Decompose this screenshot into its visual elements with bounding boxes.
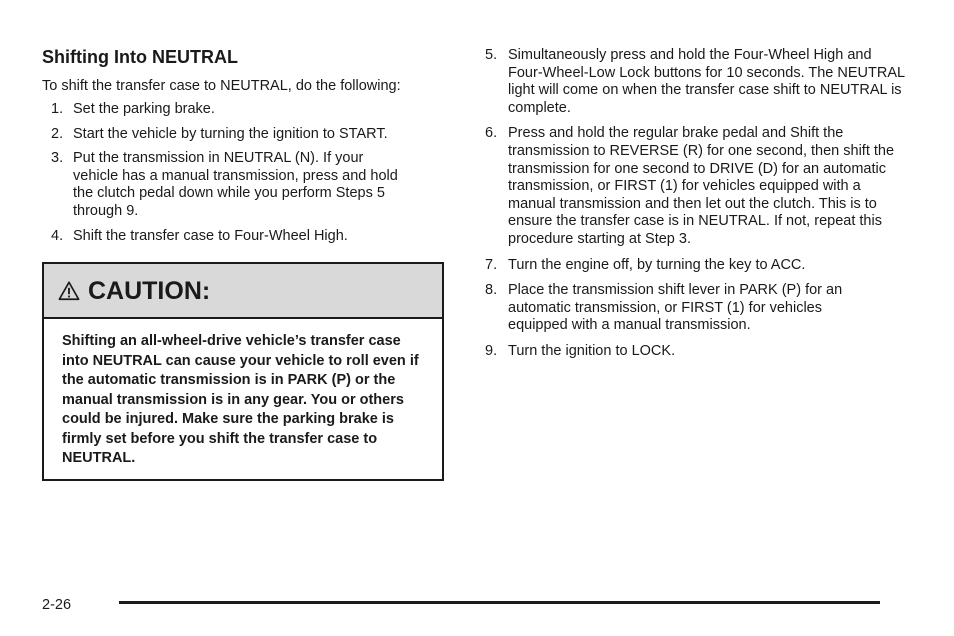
steps-list-right <box>485 47 905 361</box>
steps-list-left <box>42 101 446 245</box>
step-number: 4. <box>51 227 64 244</box>
step-item <box>42 228 446 246</box>
step-number: 6. <box>485 125 498 142</box>
step-item <box>485 282 905 335</box>
step-number: 5. <box>485 47 498 63</box>
step-number: 2. <box>51 125 64 142</box>
step-number: 7. <box>485 256 498 273</box>
intro-text: To shift the transfer case to NEUTRAL, do the following: <box>42 78 401 94</box>
step-item <box>42 126 446 144</box>
section-heading: Shifting Into NEUTRAL <box>42 47 238 67</box>
step-item <box>485 257 905 275</box>
page-number: 2-26 <box>42 597 72 613</box>
left-column <box>42 46 446 252</box>
right-column <box>485 47 905 368</box>
step-text: Press and hold the regular brake pedal and Shift the transmission to REVERSE (R) for one second, then shift the transmission for one second to DRIVE (D) for an automatic transmission, or FIRST (1) for vehicles equipped with a manual transmission and then let out the clutch. This is to ensure the transfer case is in NEUTRAL. If not, repeat this procedure starting at Step 3. <box>508 125 895 247</box>
step-item <box>485 125 905 248</box>
step-number: 8. <box>485 282 498 299</box>
caution-body: Shifting an all-wheel-drive vehicle’s transfer case into NEUTRAL can cause your vehicle to roll even if the automatic transmission is in PARK (P) or the manual transmission is in any gear. You or others could be injured. Make sure the parking brake is firmly set before you shift the transfer case to NEUTRAL. <box>62 333 419 466</box>
step-text: Place the transmission shift lever in PARK (P) for an automatic transmission, or FIRST (1) for vehicles equipped with a manual transmission. <box>508 282 843 334</box>
caution-box <box>42 262 444 481</box>
step-item <box>485 47 905 117</box>
step-text: Set the parking brake. <box>73 101 215 117</box>
step-text: Shift the transfer case to Four-Wheel High. <box>73 227 348 244</box>
warning-triangle-icon <box>58 280 80 302</box>
step-text: Simultaneously press and hold the Four-Wheel High and Four-Wheel-Low Lock buttons for 10 seconds. The NEUTRAL light will come on when the transfer case shift to NEUTRAL is complete. <box>508 47 905 116</box>
caution-header <box>44 264 442 319</box>
step-item <box>485 343 905 361</box>
step-text: Turn the engine off, by turning the key to ACC. <box>508 256 806 273</box>
step-item <box>42 101 446 119</box>
step-text: Start the vehicle by turning the ignition to START. <box>73 125 388 142</box>
caution-title: CAUTION: <box>88 276 211 305</box>
step-number: 1. <box>51 101 64 117</box>
step-item <box>42 150 446 220</box>
footer-rule <box>119 601 880 604</box>
step-text: Turn the ignition to LOCK. <box>508 342 676 359</box>
step-text: Put the transmission in NEUTRAL (N). If your vehicle has a manual transmission, press and hold the clutch pedal down while you perform Steps 5 through 9. <box>73 150 398 219</box>
step-number: 9. <box>485 342 498 359</box>
step-number: 3. <box>51 150 64 167</box>
